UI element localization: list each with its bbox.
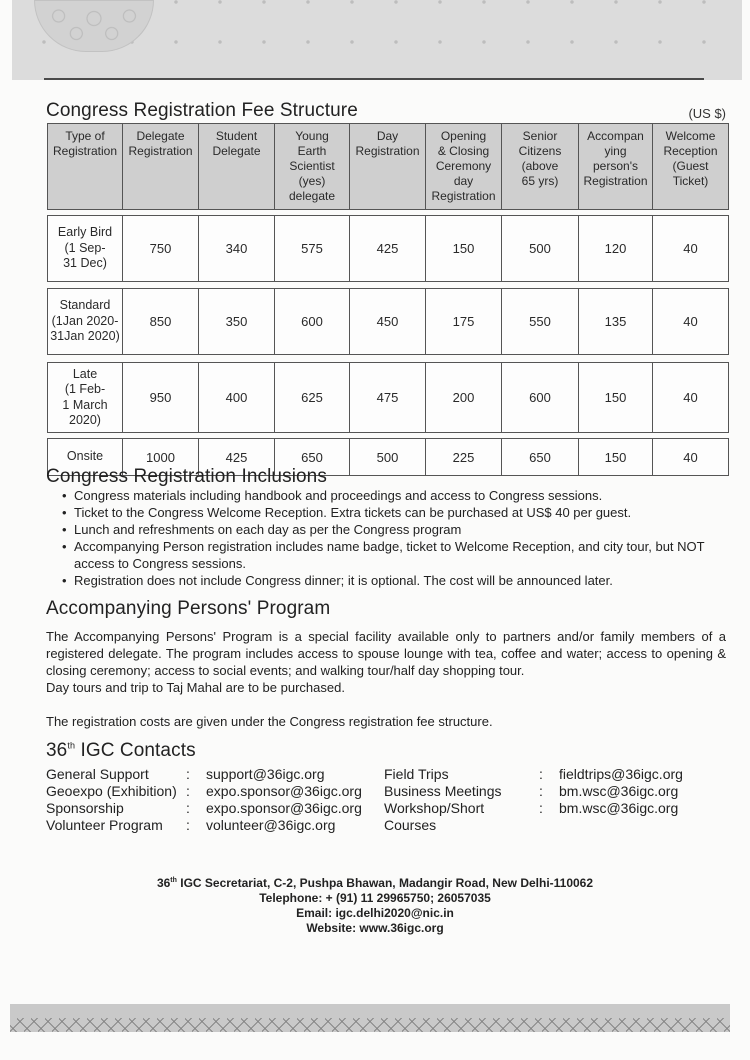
fee-cell: 650 [502,439,579,476]
fee-cell: 575 [275,216,350,282]
list-item: • Registration does not include Congress dinner; it is optional. The cost will be announced later. [62,572,722,589]
fee-table-row-late [47,362,729,433]
fee-table-row-early-bird [47,215,729,282]
fee-cell: 200 [426,363,502,433]
contact-row: Geoexpo (Exhibition) : expo.sponsor@36igc.org Business Meetings : bm.wsc@36igc.org [46,783,726,800]
fee-cell: 150 [426,216,502,282]
contact-email-link[interactable]: volunteer@36igc.org [206,817,336,833]
list-item: • Ticket to the Congress Welcome Reception. Extra tickets can be purchased at US$ 40 per guest. [62,504,722,521]
header-divider [44,78,704,80]
contact-row: General Support : support@36igc.org Field Trips : fieldtrips@36igc.org [46,766,726,783]
fee-cell: 425 [350,216,426,282]
fee-cell: 40 [653,216,729,282]
fee-cell: 425 [199,439,275,476]
fee-cell: 850 [123,289,199,355]
column-header: Day Registration [350,124,426,210]
fee-table-row-standard [47,288,729,355]
column-header: Student Delegate [199,124,275,210]
mandala-ornament-icon [34,0,154,52]
contact-row: Volunteer Program : volunteer@36igc.org [46,817,726,834]
contact-label: General Support [46,766,149,782]
fee-cell: 40 [653,439,729,476]
contact-email-link[interactable]: expo.sponsor@36igc.org [206,800,362,816]
secretariat-address: 36th IGC Secretariat, C-2, Pushpa Bhawan, Madangir Road, New Delhi-110062 [156,876,594,890]
contact-label: Geoexpo (Exhibition) [46,783,177,799]
fee-cell: 150 [579,363,653,433]
contacts-grid [46,766,726,834]
secretariat-telephone: Telephone: + (91) 11 29965750; 26057035 [259,891,491,905]
fee-cell: 40 [653,363,729,433]
contact-label: Volunteer Program [46,817,163,833]
fee-cell: 500 [502,216,579,282]
contact-label: Workshop/Short Courses [384,800,485,833]
fee-cell: 175 [426,289,502,355]
fee-structure-title: Congress Registration Fee Structure [46,100,358,121]
fee-cell: 350 [199,289,275,355]
contact-label: Field Trips [384,766,449,782]
fee-cell: 400 [199,363,275,433]
contact-email-link[interactable]: bm.wsc@36igc.org [559,783,679,799]
contact-email-link[interactable]: support@36igc.org [206,766,325,782]
contact-email-link[interactable]: bm.wsc@36igc.org [559,800,679,816]
contact-label: Sponsorship [46,800,124,816]
contact-email-link[interactable]: expo.sponsor@36igc.org [206,783,362,799]
currency-note: (US $) [688,106,726,121]
fee-cell: 40 [653,289,729,355]
fee-cell: 225 [426,439,502,476]
fee-cell: 500 [350,439,426,476]
decorative-footer-band [10,1004,730,1032]
secretariat-email[interactable]: Email: igc.delhi2020@nic.in [296,906,454,920]
registration-type-cell: Standard (1Jan 2020- 31Jan 2020) [48,289,123,355]
registration-type-cell: Late (1 Feb- 1 March 2020) [48,363,123,433]
column-header: Senior Citizens (above 65 yrs) [502,124,579,210]
table-row [48,216,729,282]
secretariat-footer [0,873,750,936]
fee-cell: 340 [199,216,275,282]
registration-type-cell: Early Bird (1 Sep- 31 Dec) [48,216,123,282]
registration-type-cell: Onsite [48,439,123,476]
fee-cell: 650 [275,439,350,476]
fee-cell: 150 [579,439,653,476]
list-item: • Accompanying Person registration includes name badge, ticket to Welcome Reception, and city tour, but NOT access to Congress sessions. [62,538,722,572]
fee-cell: 1000 [123,439,199,476]
fee-cell: 750 [123,216,199,282]
registration-costs-note: The registration costs are given under the Congress registration fee structure. [46,714,493,729]
fee-cell: 120 [579,216,653,282]
fee-cell: 600 [502,363,579,433]
column-header: Young Earth Scientist (yes) delegate [275,124,350,210]
accompanying-day-tours: Day tours and trip to Taj Mahal are to be purchased. [46,680,345,695]
column-header: Welcome Reception (Guest Ticket) [653,124,729,210]
list-item: • Congress materials including handbook and proceedings and access to Congress sessions. [62,487,722,504]
contact-email-link[interactable]: fieldtrips@36igc.org [559,766,683,782]
inclusions-title: Congress Registration Inclusions [46,466,327,487]
table-row [48,363,729,433]
fee-cell: 950 [123,363,199,433]
list-item: • Lunch and refreshments on each day as per the Congress program [62,521,722,538]
column-header: Type of Registration [48,124,123,210]
column-header: Accompan ying person's Registration [579,124,653,210]
fee-table-header [47,123,729,210]
column-header: Opening & Closing Ceremony day Registration [426,124,502,210]
secretariat-website[interactable]: Website: www.36igc.org [306,921,444,935]
decorative-header-banner [12,0,742,80]
table-row [48,289,729,355]
contact-label: Business Meetings [384,783,502,799]
contact-row: Sponsorship : expo.sponsor@36igc.org Workshop/Short Courses : bm.wsc@36igc.org [46,800,726,817]
inclusions-list [62,487,722,589]
fee-cell: 600 [275,289,350,355]
contacts-title: 36th IGC Contacts [46,740,196,761]
fee-header-row [48,124,729,210]
accompanying-paragraph: The Accompanying Persons' Program is a special facility available only to partners and/or family members of a registered delegate. The program includes access to spouse lounge with tea, coffee and water; access to opening & closing ceremony; access to social events; and walking tour/half day shopping tour. [46,629,726,678]
column-header: Delegate Registration [123,124,199,210]
fee-cell: 475 [350,363,426,433]
fee-cell: 550 [502,289,579,355]
fee-cell: 450 [350,289,426,355]
fee-cell: 135 [579,289,653,355]
fee-cell: 625 [275,363,350,433]
accompanying-title: Accompanying Persons' Program [46,598,331,619]
